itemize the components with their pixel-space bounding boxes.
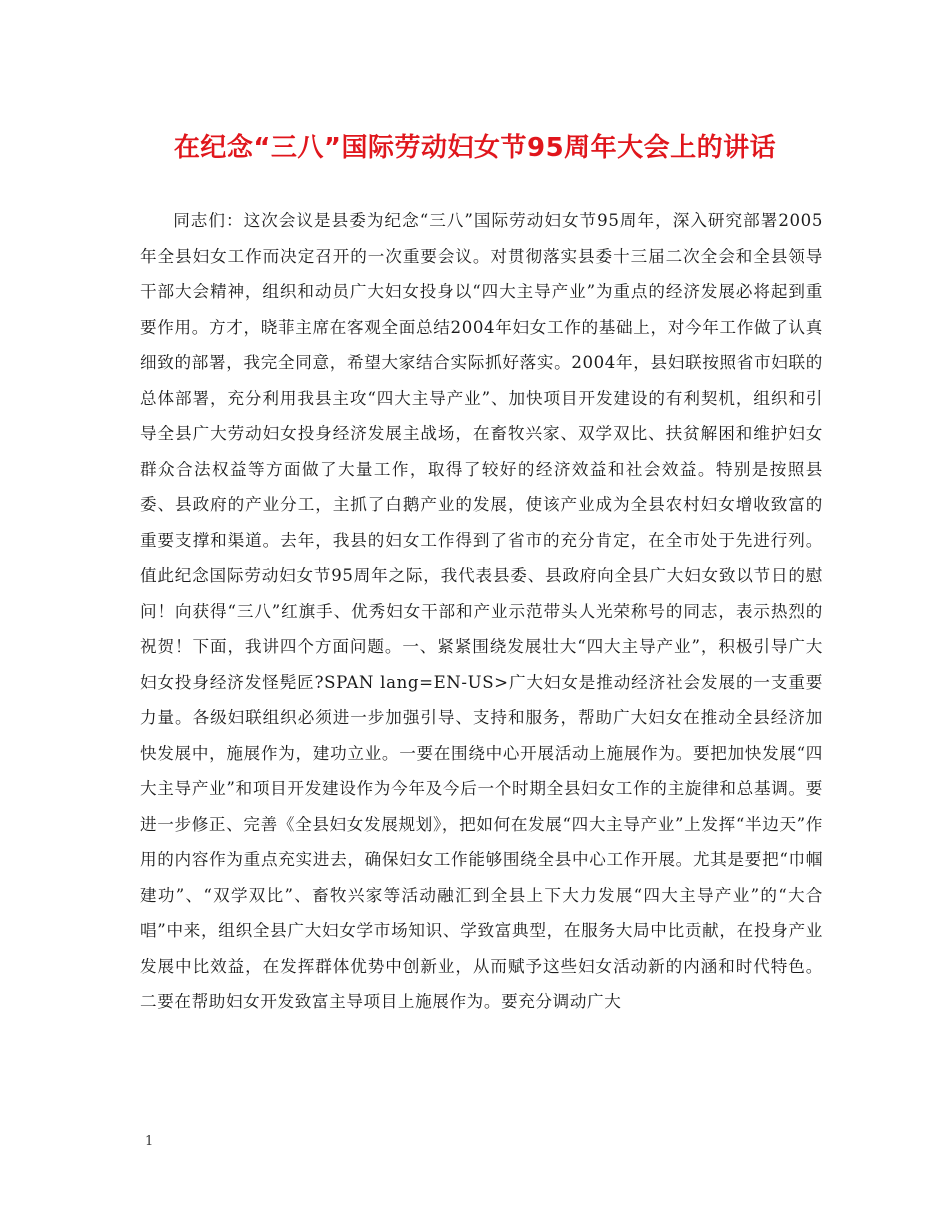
speech-body: 同志们：这次会议是县委为纪念“三八”国际劳动妇女节95周年，深入研究部署2005年全县妇女工作而决定召开的一次重要会议。对贯彻落实县委十三届二次全会和全县领导干部大会精神，组织和动员广大妇女投身以“四大主导产业”为重点的经济发展必将起到重要作用。方才，晓菲主席在客观全面总结2004年妇女工作的基础上，对今年工作做了认真细致的部署，我完全同意，希望大家结合实际抓好落实。2004年，县妇联按照省市妇联的总体部署，充分利用我县主攻“四大主导产业”、加快项目开发建设的有利契机，组织和引导全县广大劳动妇女投身经济发展主战场，在畜牧兴家、双学双比、扶贫解困和维护妇女群众合法权益等方面做了大量工作，取得了较好的经济效益和社会效益。特别是按照县委、县政府的产业分工，主抓了白鹅产业的发展，使该产业成为全县农村妇女增收致富的重要支撑和渠道。去年，我县的妇女工作得到了省市的充分肯定，在全市处于先进行列。值此纪念国际劳动妇女节95周年之际，我代表县委、县政府向全县广大妇女致以节日的慰问！向获得“三八”红旗手、优秀妇女干部和产业示范带头人光荣称号的同志，表示热烈的祝贺！下面，我讲四个方面问题。一、紧紧围绕发展壮大“四大主导产业”，积极引导广大妇女投身经济发怪髡匠?SPAN lang=EN-US>广大妇女是推动经济社会发展的一支重要力量。各级妇联组织必须进一步加强引导、支持和服务，帮助广大妇女在推动全县经济加快发展中，施展作为，建功立业。一要在围绕中心开展活动上施展作为。要把加快发展“四大主导产业”和项目开发建设作为今年及今后一个时期全县妇女工作的主旋律和总基调。要进一步修正、完善《全县妇女发展规划》，把如何在发展“四大主导产业”上发挥“半边天”作用的内容作为重点充实进去，确保妇女工作能够围绕全县中心工作开展。尤其是要把“巾帼建功”、“双学双比”、畜牧兴家等活动融汇到全县上下大力发展“四大主导产业”的“大合唱”中来，组织全县广大妇女学市场知识、学致富典型，在服务大局中比贡献，在投身产业发展中比效益，在发挥群体优势中创新业，从而赋予这些妇女活动新的内涵和时代特色。二要在帮助妇女开发致富主导项目上施展作为。要充分调动广大	[140, 211, 823, 1011]
document-title: 在纪念“三八”国际劳动妇女节95周年大会上的讲话	[173, 133, 777, 163]
page-number: 1	[145, 1134, 154, 1149]
